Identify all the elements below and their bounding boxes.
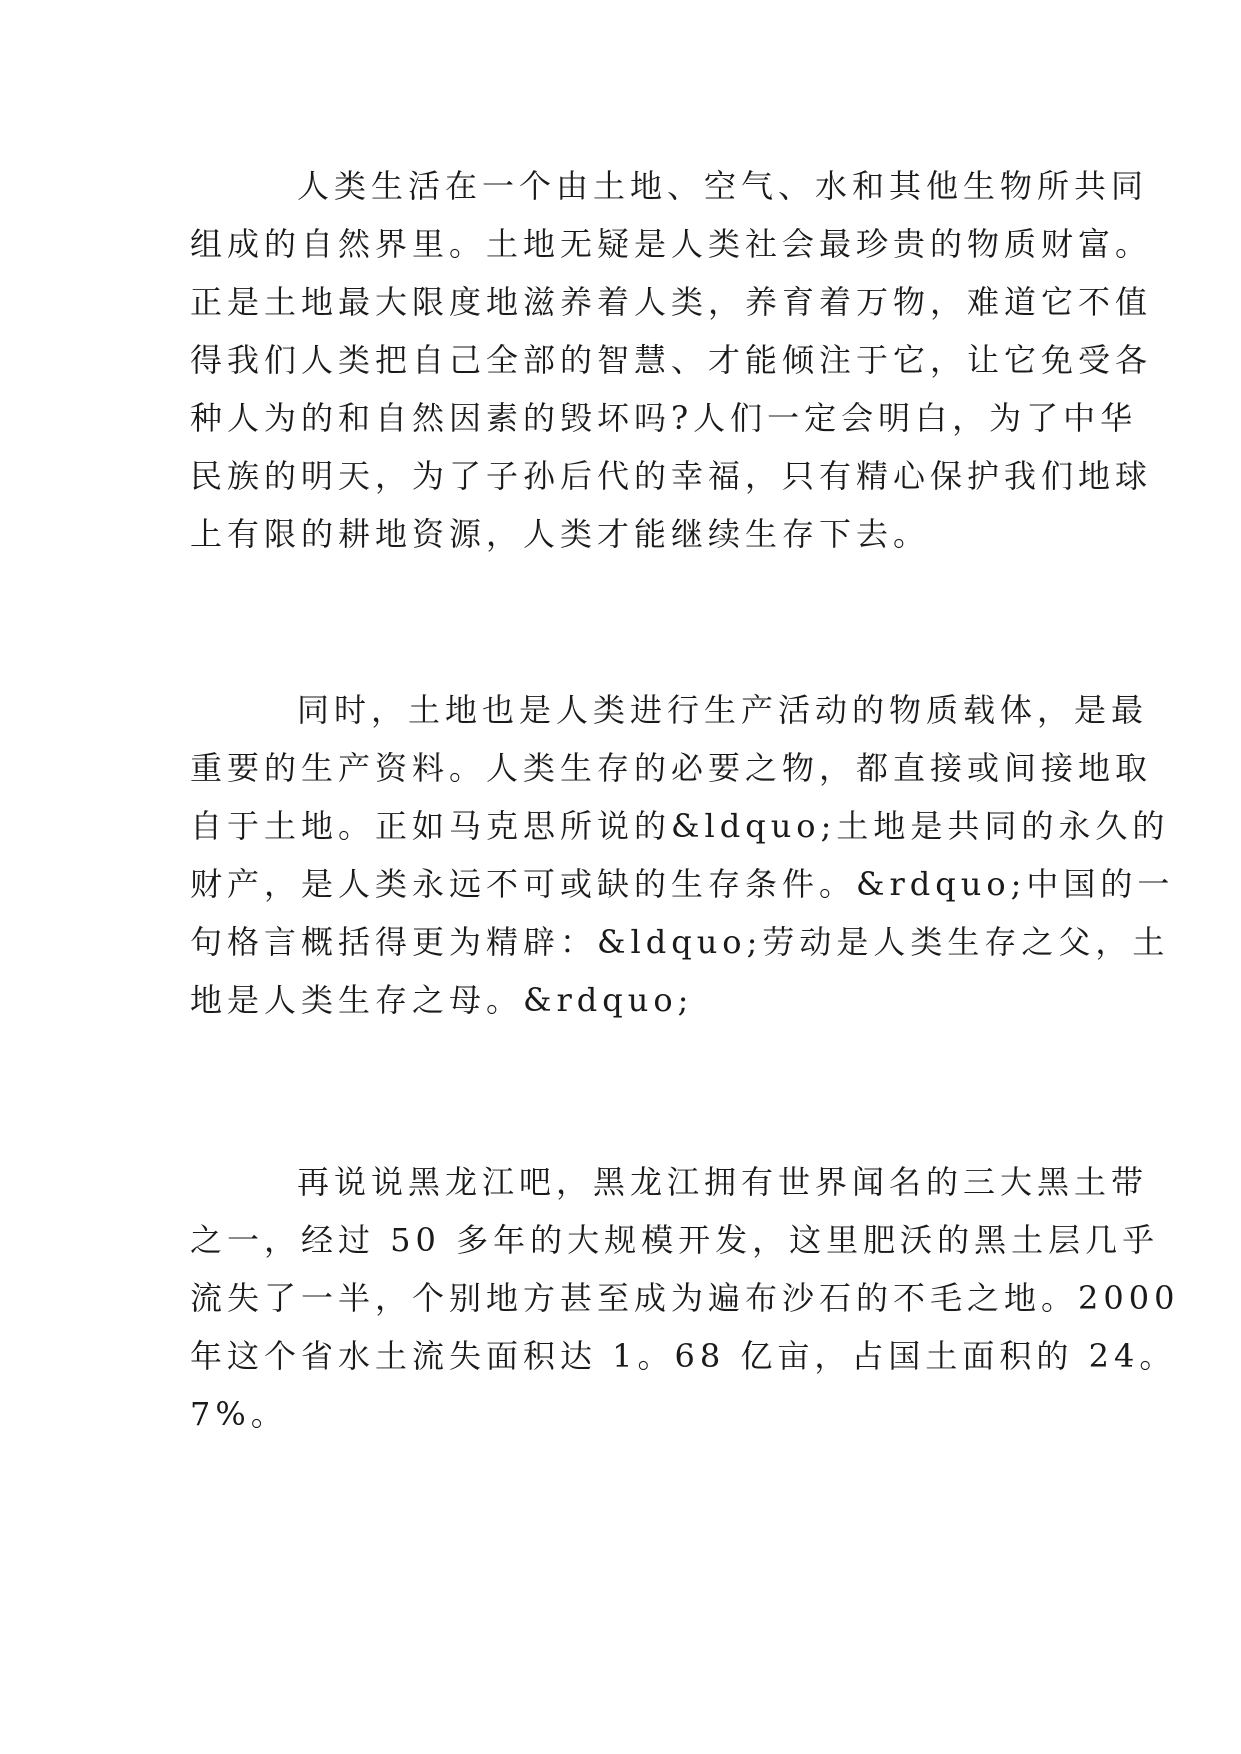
paragraph-line: 年这个省水土流失面积达 1。68 亿亩，占国土面积的 24。 xyxy=(190,1337,1177,1375)
paragraph-line: 组成的自然界里。土地无疑是人类社会最珍贵的物质财富。 xyxy=(190,225,1153,263)
paragraph-line: 民族的明天，为了子孙后代的幸福，只有精心保护我们地球 xyxy=(190,457,1153,495)
paragraph-line: 地是人类生存之母。&rdquo; xyxy=(190,981,694,1019)
paragraph-line: 再说说黑龙江吧，黑龙江拥有世界闻名的三大黑土带 xyxy=(297,1163,1149,1201)
paragraph-line: 得我们人类把自己全部的智慧、才能倾注于它，让它免受各 xyxy=(190,341,1153,379)
paragraph-line: 重要的生产资料。人类生存的必要之物，都直接或间接地取 xyxy=(190,749,1153,787)
paragraph-line: 句格言概括得更为精辟：&ldquo;劳动是人类生存之父，土 xyxy=(190,923,1170,961)
paragraph-line: 财产，是人类永远不可或缺的生存条件。&rdquo;中国的一 xyxy=(190,865,1175,903)
paragraph-line: 上有限的耕地资源，人类才能继续生存下去。 xyxy=(190,515,931,553)
paragraph-3 xyxy=(190,1153,1180,1443)
paragraph-line: 同时，土地也是人类进行生产活动的物质载体，是最 xyxy=(297,691,1149,729)
paragraph-line: 之一，经过 50 多年的大规模开发，这里肥沃的黑土层几乎 xyxy=(190,1221,1160,1259)
paragraph-line: 流失了一半，个别地方甚至成为遍布沙石的不毛之地。2000 xyxy=(190,1279,1180,1317)
paragraph-line: 正是土地最大限度地滋养着人类，养育着万物，难道它不值 xyxy=(190,283,1153,321)
paragraph-line: 人类生活在一个由土地、空气、水和其他生物所共同 xyxy=(297,167,1149,205)
paragraph-2 xyxy=(190,681,1175,1029)
paragraph-line: 自于土地。正如马克思所说的&ldquo;土地是共同的永久的 xyxy=(190,807,1170,845)
paragraph-line: 7%。 xyxy=(190,1395,288,1433)
paragraph-1 xyxy=(190,157,1153,563)
paragraph-line: 种人为的和自然因素的毁坏吗?人们一定会明白，为了中华 xyxy=(190,399,1138,437)
